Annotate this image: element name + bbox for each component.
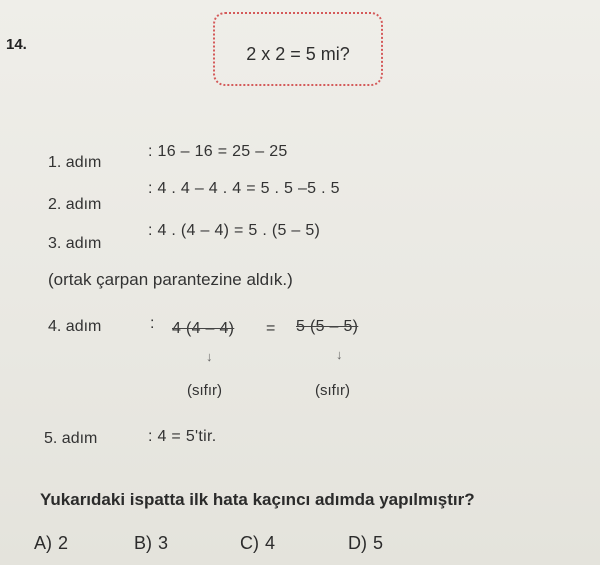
down-arrow-icon: ↓ <box>336 347 343 362</box>
claim-box <box>213 12 383 86</box>
zero-label-left: (sıfır) <box>187 382 222 399</box>
option-letter: A) <box>34 533 52 553</box>
option-letter: B) <box>134 533 152 553</box>
step-3-label: 3. adım <box>48 235 102 252</box>
option-letter: D) <box>348 533 367 553</box>
option-value: 3 <box>158 533 169 553</box>
step-4-equals: = <box>266 320 276 337</box>
step-3-equation: : 4 . (4 – 4) = 5 . (5 – 5) <box>148 222 321 239</box>
step-5-label: 5. adım <box>44 430 98 447</box>
question-number: 14. <box>6 36 27 53</box>
step-4-left-expression: 4 (4 – 4) <box>172 320 235 337</box>
option-letter: C) <box>240 533 259 553</box>
down-arrow-icon: ↓ <box>206 349 213 364</box>
question-text: Yukarıdaki ispatta ilk hata kaçıncı adımda yapılmıştır? <box>40 490 475 509</box>
option-value: 2 <box>58 533 69 553</box>
step-4-right-expression: 5 (5 – 5) <box>296 318 359 335</box>
claim-text: 2 x 2 = 5 mi? <box>246 44 350 64</box>
step-2-equation: : 4 . 4 – 4 . 4 = 5 . 5 –5 . 5 <box>148 180 340 197</box>
option-value: 4 <box>265 533 276 553</box>
zero-label-right: (sıfır) <box>315 382 350 399</box>
option-a[interactable] <box>34 533 68 554</box>
option-value: 5 <box>373 533 384 553</box>
option-b[interactable] <box>134 533 168 554</box>
option-c[interactable] <box>240 533 275 554</box>
step-5-equation: : 4 = 5'tir. <box>148 428 217 445</box>
step-4-colon: : <box>150 315 155 332</box>
step-1-equation: : 16 – 16 = 25 – 25 <box>148 143 288 160</box>
step-2-label: 2. adım <box>48 196 102 213</box>
factoring-note: (ortak çarpan parantezine aldık.) <box>48 270 293 289</box>
step-1-label: 1. adım <box>48 154 102 171</box>
option-d[interactable] <box>348 533 383 554</box>
step-4-label: 4. adım <box>48 318 102 335</box>
